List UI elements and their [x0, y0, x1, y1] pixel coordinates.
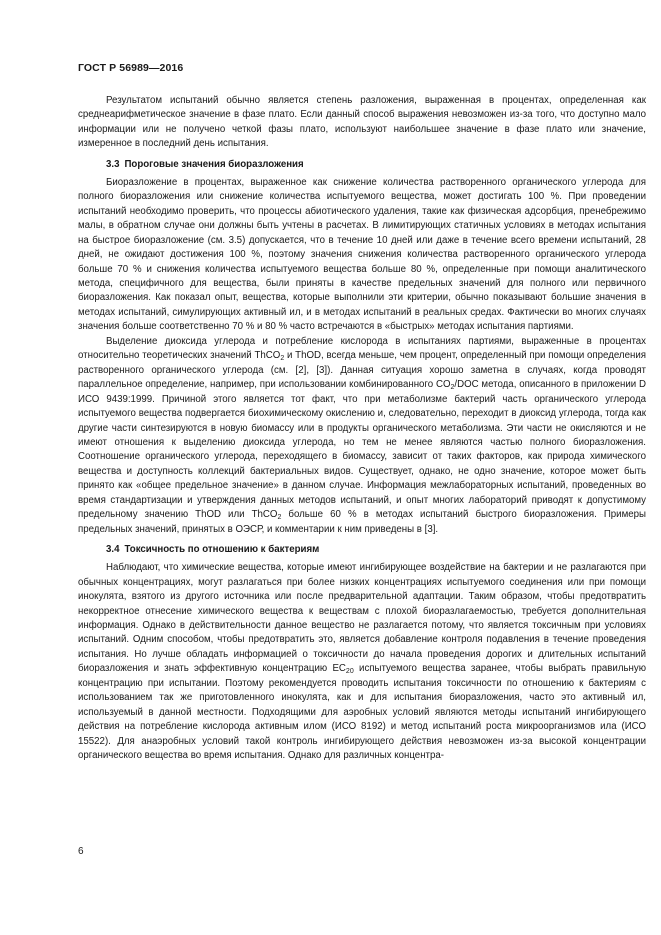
- subscript: 2: [450, 384, 455, 392]
- subscript: 2: [280, 355, 285, 363]
- text-fragment: и ThOD, всегда меньше, чем процент, определенный при помощи определения растворенного органического углерода (см. [2], [3]). Данная ситуация хорошо заметна в случаях, когда проводят параллельное определение, например, при использовании комбинированного CO: [78, 350, 646, 391]
- paragraph-3-3-2: [78, 335, 646, 537]
- section-number: 3.3: [106, 158, 120, 170]
- section-title: Токсичность по отношению к бактериям: [124, 544, 320, 556]
- section-number: 3.4: [106, 544, 120, 556]
- paragraph-intro: Результатом испытаний обычно является степень разложения, выраженная в процентах, определенная как среднеарифметическое значение в фазе плато. Если данный способ выражения невозможен из-за того, что доступно мало информации или не получено четкой фазы плато, используют наибольшее значение в фазе плато или значение, измеренное в последний день испытания.: [78, 95, 646, 150]
- page-number: 6: [78, 846, 84, 857]
- document-header: ГОСТ Р 56989—2016: [78, 62, 184, 74]
- section-heading-3-4: [78, 543, 646, 557]
- section-title: Пороговые значения биоразложения: [124, 158, 304, 170]
- paragraph-3-3-1: Биоразложение в процентах, выраженное как снижение количества растворенного органического углерода для полного биоразложения или снижение количества испытуемого вещества, может достигать 100 %. При проведении испытаний необходимо проверить, что процессы абиотического удаления, такие как физическая адсорбция, пренебрежимо малы, в обратном случае они должны быть учтены в расчетах. В лимитирующих статичных условиях в методах испытания на быстрое биоразложение (см. 3.5) допускается, что в течение 10 дней или даже в течение всего времени испытаний, 28 дней, не ожидают достижения 100 %, поэтому значения снижения количества растворенного органического углерода больше 70 % и снижения количества испытуемого вещества больше 80 %, определенные при помощи аналитического метода, специфичного для вещества, были приняты в качестве предельных значений для полного или первичного биоразложения. Как показал опыт, вещества, которые выполнили эти критерии, обычно показывают большие значения в методах испытаний, симулирующих активный ил, и в методах испытаний в реальных средах. Фактически во многих случаях значения больше соответственно 70 % и 80 % часто встречаются в «быстрых» методах испытания партиями.: [78, 176, 646, 333]
- text-fragment: Выделение диоксида углерода и потребление кислорода в испытаниях партиями, выраженные в процентах относительно теоретических значений ThCO: [78, 335, 646, 362]
- text-fragment: Наблюдают, что химические вещества, которые имеют ингибирующее воздействие на бактерии и не разлагаются при обычных концентрациях, могут разлагаться при более низких концентрациях испытуемого соединения или при помощи инокулята, взятого из другого источника или после предварительной адаптации. Таким образом, чтобы предотвратить некорректное отнесение химического вещества к веществам с плохой биоразлагаемостью, требуется дополнительная информация. Однако в действительности данное вещество не разлагается потому, что является токсичным при условиях испытаний. Одним способом, чтобы предотвратить это, является добавление контроля подавления в течение проведения испытания. Но лучше обладать информацией о токсичности до начала проведения дорогих и длительных испытаний биоразложения и знать эффективную концентрацию EC: [78, 562, 646, 675]
- paragraph-3-4-1: [78, 561, 646, 763]
- text-fragment: больше 60 % в методах испытаний быстрого биоразложения. Примеры предельных значений, принятых в ОЭСР, и комментарии к ним приведены в [3].: [78, 509, 646, 535]
- subscript: 2: [277, 514, 282, 522]
- text-fragment: /DOC метода, описанного в приложении D ИСО 9439:1999. Причиной этого является тот факт, что при метаболизме бактерий часть органического углерода испытуемого вещества подвергается биохимическому окислению и, следовательно, переходит в диоксид углерода, тогда как другие части синтезируются в новую биомассу или в продукты органического метаболизма. Эти части не окисляются и не имеют отношения к выделению диоксида углерода, но тем не менее являются частью полного биоразложения. Соотношение органического углерода, переходящего в биомассу, зависит от таких факторов, как природа химического вещества и доступность коллекций бактериальных видов. Существует, однако, не одно значение, которое может быть принято как «общее предельное значение» в данном случае. Информация межлабораторных испытаний, проведенных во время стандартизации и утверждения данных методов испытаний, и опыт многих лабораторий приводят к допустимому предельному значению ThOD или ThCO: [78, 379, 646, 521]
- section-heading-3-3: [78, 158, 646, 172]
- subscript: 20: [345, 668, 354, 676]
- text-fragment: испытуемого вещества заранее, чтобы выбрать правильную концентрацию при испытании. Поэтому рекомендуется проводить испытания токсичности по отношению к бактериям с использованием так же приготовленного инокулята, как и для испытания биоразложения, часто это активный ил, используемый в данной местности. Подходящими для аэробных условий являются методы испытаний ингибирующего действия на потребление кислорода активным илом (ИСО 8192) и метод испытаний роста микроорганизмов ила (ИСО 15522). Для анаэробных условий такой контроль ингибирующего действия невозможен из-за высокой концентрации органического вещества во время испытания. Однако для различных концентра-: [78, 663, 646, 762]
- document-body: [78, 94, 646, 763]
